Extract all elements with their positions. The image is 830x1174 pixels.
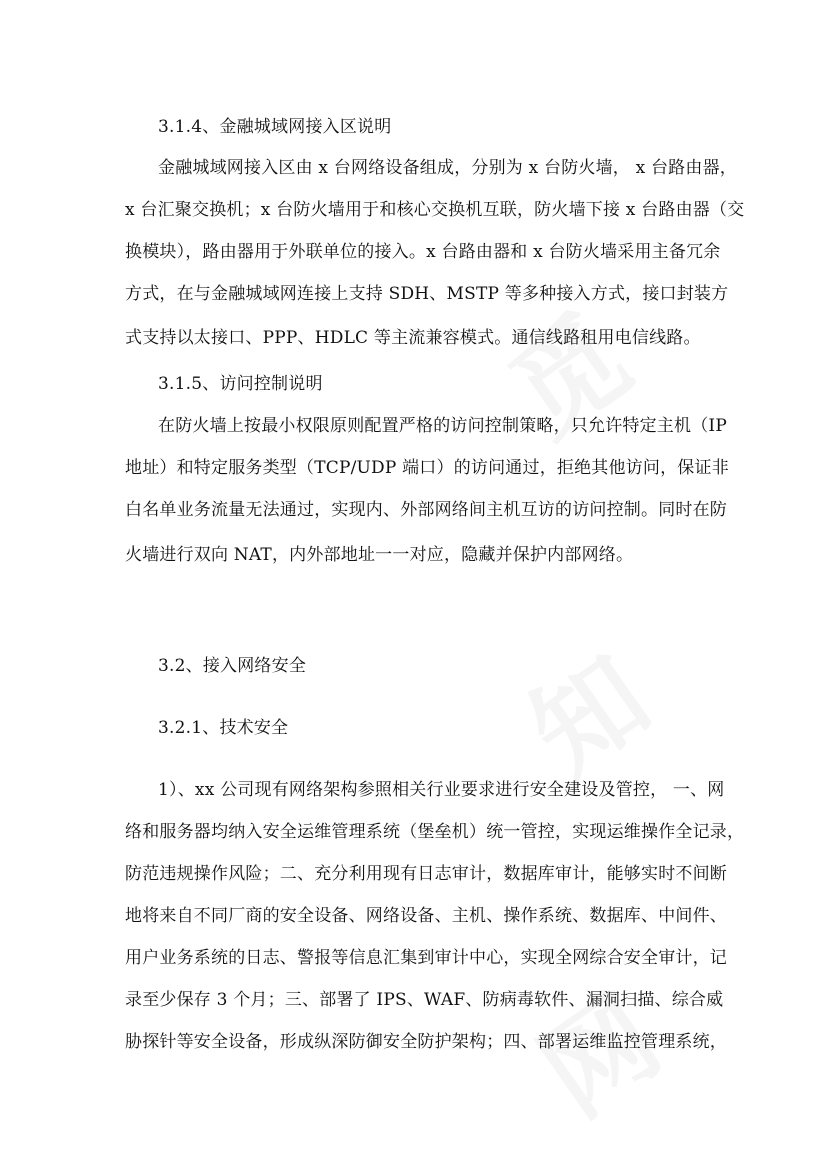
section-heading-3-1-5: 3.1.5、访问控制说明 — [158, 374, 323, 394]
section-heading-3-2: 3.2、接入网络安全 — [158, 656, 307, 676]
paragraph-line: 防范违规操作风险；二、充分利用现有日志审计，数据库审计，能够实时不间断 — [125, 864, 727, 884]
paragraph-line: 火墙进行双向 NAT，内外部地址一一对应，隐藏并保护内部网络。 — [125, 545, 634, 565]
paragraph-line: 在防火墙上按最小权限原则配置严格的访问控制策略，只允许特定主机（IP — [158, 416, 727, 436]
section-heading-3-1-4: 3.1.4、金融城域网接入区说明 — [158, 117, 392, 137]
paragraph-line: 1）、xx 公司现有网络架构参照相关行业要求进行安全建设及管控， 一、网 — [158, 780, 725, 800]
watermark-glyph: 网 — [518, 972, 682, 1141]
watermark-glyph: 觅 — [488, 292, 652, 461]
paragraph-line: 金融城域网接入区由 x 台网络设备组成，分别为 x 台防火墙， x 台路由器， — [158, 158, 737, 178]
paragraph-line: 胁探针等安全设备，形成纵深防御安全防护架构；四、部署运维监控管理系统， — [125, 1032, 727, 1052]
paragraph-line: 换模块），路由器用于外联单位的接入。x 台路由器和 x 台防火墙采用主备冗余 — [125, 242, 721, 262]
paragraph-line: 方式，在与金融城域网连接上支持 SDH、MSTP 等多种接入方式，接口封装方 — [125, 284, 729, 304]
paragraph-line: x 台汇聚交换机；x 台防火墙用于和核心交换机互联，防火墙下接 x 台路由器（交 — [125, 200, 745, 220]
paragraph-line: 地址）和特定服务类型（TCP/UDP 端口）的访问通过，拒绝其他访问，保证非 — [125, 458, 729, 478]
paragraph-line: 白名单业务流量无法通过，实现内、外部网络间主机互访的访问控制。同时在防 — [125, 500, 727, 520]
paragraph-line: 式支持以太接口、PPP、HDLC 等主流兼容模式。通信线路租用电信线路。 — [125, 328, 701, 348]
section-heading-3-2-1: 3.2.1、技术安全 — [158, 718, 289, 738]
paragraph-line: 用户业务系统的日志、警报等信息汇集到审计中心，实现全网综合安全审计，记 — [125, 948, 727, 968]
paragraph-line: 录至少保存 3 个月；三、部署了 IPS、WAF、防病毒软件、漏洞扫描、综合威 — [125, 990, 724, 1010]
paragraph-line: 地将来自不同厂商的安全设备、网络设备、主机、操作系统、数据库、中间件、 — [125, 906, 727, 926]
watermark-glyph: 知 — [508, 632, 672, 801]
paragraph-line: 络和服务器均纳入安全运维管理系统（堡垒机）统一管控，实现运维操作全记录， — [125, 822, 745, 842]
